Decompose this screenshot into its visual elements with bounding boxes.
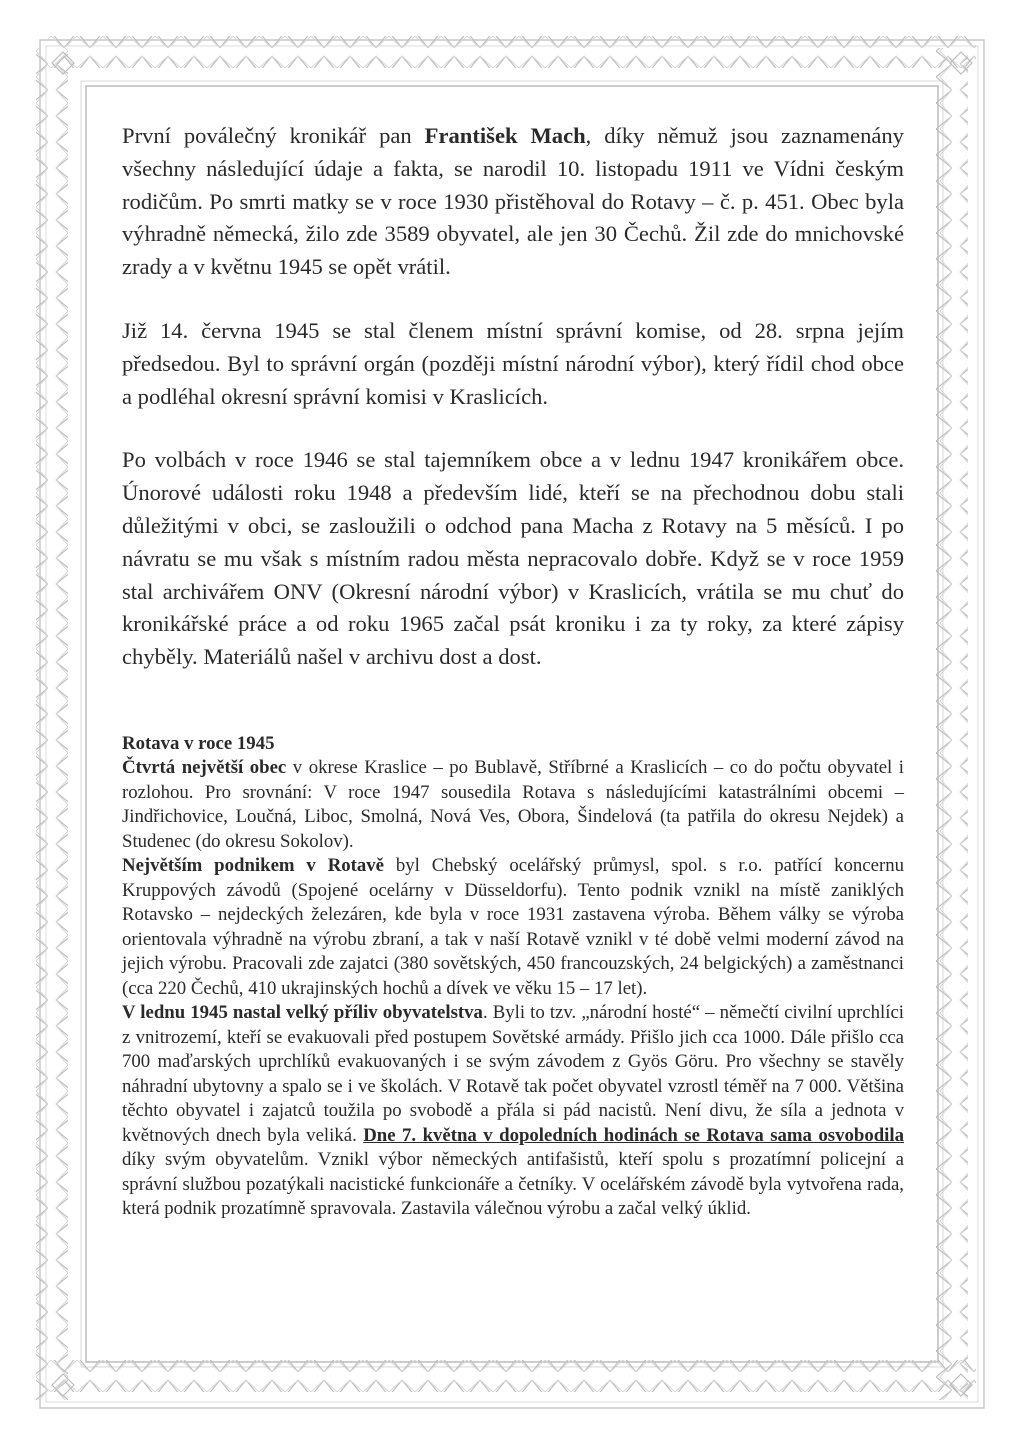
intro-paragraph-1 bbox=[122, 120, 904, 284]
bold-lead: V lednu 1945 nastal velký příliv obyvatelstva bbox=[122, 1002, 483, 1024]
chronicler-name: František Mach bbox=[424, 123, 586, 148]
bold-lead: Největším podnikem v Rotavě bbox=[122, 855, 385, 877]
bold-lead: Čtvrtá největší obec bbox=[122, 757, 287, 779]
intro-paragraph-3: Po volbách v roce 1946 se stal tajemníkem obce a v lednu 1947 kronikářem obce. Únorové události roku 1948 a především lidé, kteří se na přechodnou dobu stali důležitými v obci, se zasloužili o odchod pana Macha z Rotavy na 5 měsíců. I po návratu se mu však s místním radou města nepracovalo dobře. Když se v roce 1959 stal archivářem ONV (Okresní národní výbor) v Kraslicích, vrátila se mu chuť do kronikářské práce a od roku 1965 začal psát kroniku i za ty roky, za které zápisy chyběly. Materiálů našel v archivu dost a dost. bbox=[122, 447, 904, 670]
intro-text bbox=[122, 120, 904, 674]
section-paragraph-3 bbox=[122, 1001, 904, 1222]
text-run: První poválečný kronikář pan bbox=[122, 123, 425, 148]
text-run: , díky němuž jsou zaznamenány všechny následující údaje a fakta, se narodil 10. listopadu 1911 ve Vídni českým rodičům. Po smrti matky se v roce 1930 přistěhoval do Rotavy – č. p. 451. Obec byla výhradně německá, žilo zde 3589 obyvatel, ale jen 30 Čechů. Žil zde do mnichovské zrady a v květnu 1945 se opět vrátil. bbox=[122, 123, 904, 280]
section-heading: Rotava v roce 1945 bbox=[122, 732, 275, 754]
text-run: byl Chebský ocelářský průmysl, spol. s r.o. patřící koncernu Kruppových závodů (Spojené ocelárny v Düsseldorfu). Tento podnik vznikl na místě zaniklých Rotavsko – nejdeckých železáren, kde byla v roce 1931 zastavena výroba. Během války se výroba orientovala výhradně na výrobu zbraní, a tak v naší Rotavě vznikl v té době velmi moderní závod na jejich výrobu. Pracovali zde zajatci (380 sovětských, 450 francouzských, 24 belgických) a zaměstnanci (cca 220 Čechů, 410 ukrajinských hochů a dívek ve věku 15 – 17 let). bbox=[122, 855, 904, 999]
liberation-date-underlined: Dne 7. května v dopoledních hodinách se Rotava sama osvobodila bbox=[363, 1124, 904, 1146]
intro-paragraph-2: Již 14. června 1945 se stal členem místní správní komise, od 28. srpna jejím předsedou. Byl to správní orgán (později místní národní výbor), který řídil chod obce a podléhal okresní správní komisi v Kraslicích. bbox=[122, 317, 904, 409]
section-paragraph-1 bbox=[122, 756, 904, 854]
text-run: díky svým obyvatelům. Vznikl výbor německých antifašistů, kteří spolu s prozatímní policejní a správní službou pozatýkali nacistické funkcionáře a četníky. V ocelářském závodě byla vytvořena rada, která podnik prozatímně spravovala. Zastavila válečnou výrobu a začal velký úklid. bbox=[122, 1149, 904, 1220]
text-run: v okrese Kraslice – po Bublavě, Stříbrné a Kraslicích – co do počtu obyvatel i rozlohou. Pro srovnání: V roce 1947 sousedila Rotava s následujícími katastrálními obcemi – Jindřichovice, Loučná, Liboc, Smolná, Nová Ves, Obora, Šindelová (ta patřila do okresu Nejdek) a Studenec (do okresu Sokolov). bbox=[122, 757, 904, 852]
section-rotava-1945 bbox=[122, 732, 904, 1222]
text-run: . Byli to tzv. „národní hosté“ – němečtí civilní uprchlíci z vnitrozemí, kteří se evakuovali před postupem Sovětské armády. Přišlo jich cca 1000. Dále přišlo cca 700 maďarských uprchlíků evakuovaných i se svým závodem z Gyös Göru. Pro všechny se stavěly náhradní ubytovny a spalo se i ve školách. V Rotavě tak počet obyvatel vzrostl téměř na 7 000. Většina těchto obyvatel i zajatců toužila po svobodě a přála si pád nacistů. Není divu, že síla a jednota v květnových dnech byla veliká. bbox=[122, 1002, 904, 1146]
page-content bbox=[122, 120, 904, 1222]
section-paragraph-2 bbox=[122, 854, 904, 1001]
